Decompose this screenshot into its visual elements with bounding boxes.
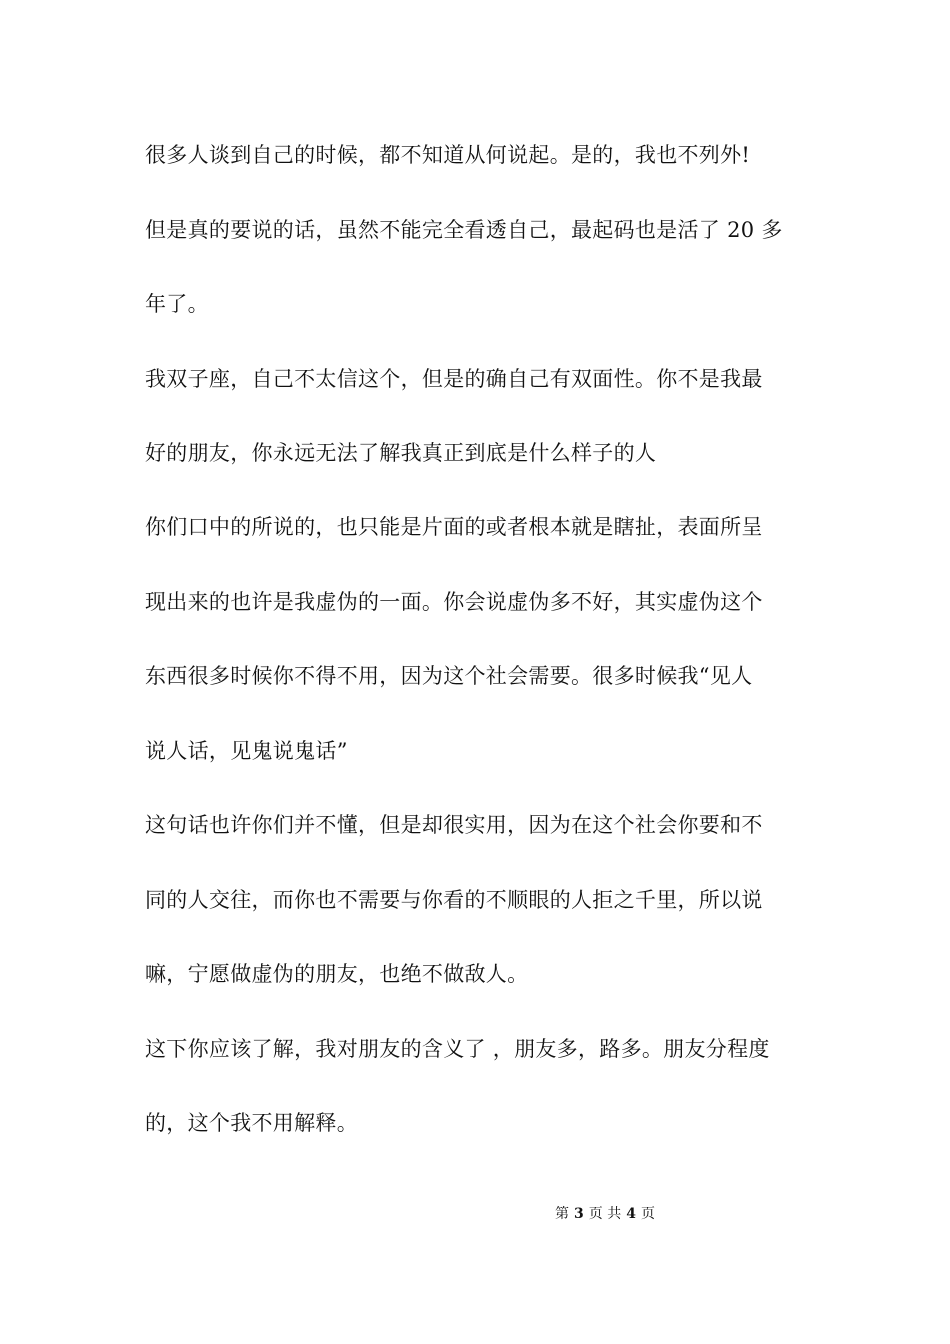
text-line-7: 现出来的也许是我虚伪的一面。你会说虚伪多不好，其实虚伪这个	[145, 590, 763, 614]
text-line-14: 的，这个我不用解释。	[145, 1111, 358, 1135]
footer-middle: 页 共	[588, 1206, 622, 1222]
text-line-2: 但是真的要说的话，虽然不能完全看透自己，最起码也是活了 20 多	[145, 218, 783, 242]
text-line-1: 很多人谈到自己的时候，都不知道从何说起。是的，我也不列外!	[145, 143, 751, 167]
footer-suffix: 页	[640, 1206, 655, 1222]
current-page-number: 3	[574, 1206, 584, 1222]
page-number-footer	[0, 1204, 950, 1224]
total-pages-number: 4	[626, 1206, 636, 1222]
text-line-13: 这下你应该了解，我对朋友的含义了 ，朋友多，路多。朋友分程度	[145, 1037, 770, 1061]
text-line-5: 好的朋友，你永远无法了解我真正到底是什么样子的人	[145, 441, 657, 465]
footer-prefix: 第	[555, 1206, 570, 1222]
text-line-6: 你们口中的所说的，也只能是片面的或者根本就是瞎扯，表面所呈	[145, 515, 763, 539]
text-line-12: 嘛，宁愿做虚伪的朋友，也绝不做敌人。	[145, 962, 529, 986]
text-line-10: 这句话也许你们并不懂，但是却很实用，因为在这个社会你要和不	[145, 813, 763, 837]
text-line-8: 东西很多时候你不得不用，因为这个社会需要。很多时候我“见人	[145, 664, 753, 688]
text-line-11: 同的人交往，而你也不需要与你看的不顺眼的人拒之千里，所以说	[145, 888, 763, 912]
text-line-4: 我双子座，自己不太信这个，但是的确自己有双面性。你不是我最	[145, 367, 763, 391]
text-line-3: 年了。	[145, 292, 209, 316]
text-line-9: 说人话，见鬼说鬼话”	[145, 739, 348, 763]
